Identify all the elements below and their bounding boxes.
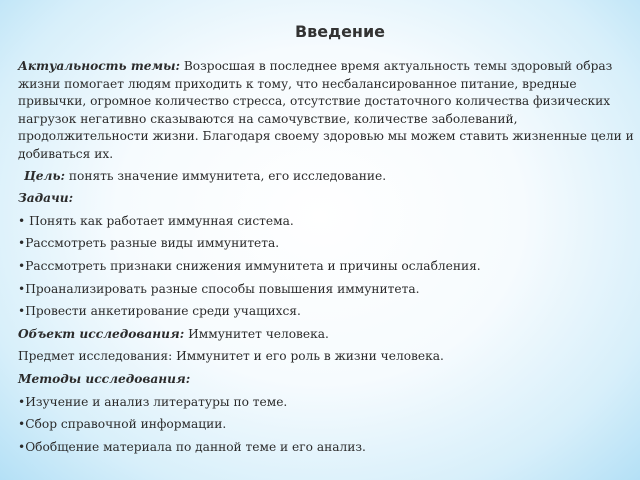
slide-content <box>18 58 634 461</box>
object-label: Объект исследования: <box>18 326 185 341</box>
task-item: •Проанализировать разные способы повышения иммунитета. <box>18 281 420 296</box>
task-item: • Понять как работает иммунная система. <box>18 213 294 228</box>
methods-heading: Методы исследования: <box>18 371 191 386</box>
object-text: Иммунитет человека. <box>188 326 329 341</box>
task-item: •Рассмотреть признаки снижения иммунитета и причины ослабления. <box>18 258 481 273</box>
relevance-paragraph <box>18 58 634 164</box>
relevance-label: Актуальность темы: <box>18 59 180 73</box>
subject-line: Предмет исследования: Иммунитет и его роль в жизни человека. <box>18 349 444 364</box>
goal-label: Цель: <box>24 168 65 183</box>
method-item: •Изучение и анализ литературы по теме. <box>18 394 288 409</box>
task-item: •Провести анкетирование среди учащихся. <box>18 304 301 319</box>
goal-line <box>18 168 634 186</box>
method-item: •Сбор справочной информации. <box>18 417 227 432</box>
tasks-heading: Задачи: <box>18 191 74 206</box>
object-line <box>18 326 634 344</box>
goal-text: понять значение иммунитета, его исследование. <box>68 168 387 183</box>
relevance-text: Возросшая в последнее время актуальность темы здоровый образ жизни помогает людям приходить к тому, что несбалансированное питание, вредные привычки, огромное количество стресса, отсутствие достаточного количества физических нагрузок негативно сказываются на самочувствие, количестве заболеваний, продолжительности жизни. Благодаря своему здоровью мы можем ставить жизненные цели и добиваться их. <box>18 59 634 161</box>
task-item: •Рассмотреть разные виды иммунитета. <box>18 236 280 251</box>
slide-title: Введение <box>294 22 386 41</box>
method-item: •Обобщение материала по данной теме и его анализ. <box>18 439 366 454</box>
